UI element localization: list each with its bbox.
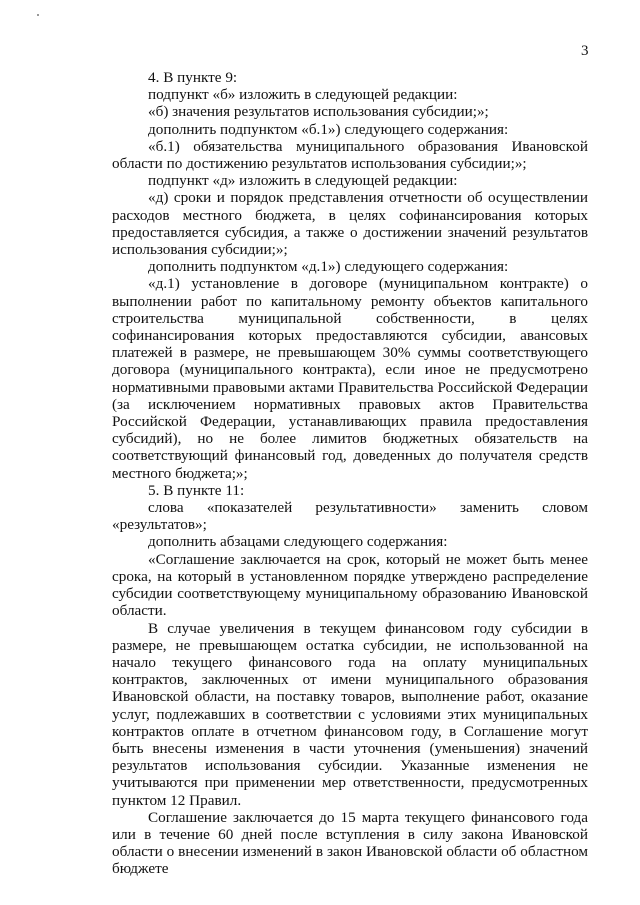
paragraph-subpoint-d-intro: подпункт «д» изложить в следующей редакции:	[148, 172, 458, 190]
page-number: 3	[581, 43, 589, 59]
paragraph-item-5-heading: 5. В пункте 11:	[148, 481, 245, 499]
paragraph-add-abzacy-intro: дополнить абзацами следующего содержания:	[148, 533, 448, 551]
paragraph-subpoint-b-intro: подпункт «б» изложить в следующей редакции:	[148, 86, 458, 104]
paragraph-add-b1-intro: дополнить подпунктом «б.1») следующего содержания:	[148, 120, 509, 138]
scan-speck	[37, 14, 39, 16]
paragraph-agreement-deadline: Соглашение заключается до 15 марта текущего финансового года или в течение 60 дней после вступления в силу закона Ивановской области о внесении изменений в закон Ивановской области об областном бюджете	[112, 808, 588, 878]
paragraph-subpoint-b-text: «б) значения результатов использования субсидии;»;	[148, 103, 489, 121]
paragraph-replace-words: слова «показателей результативности» заменить словом «результатов»;	[112, 499, 588, 534]
paragraph-d1-text: «д.1) установление в договоре (муниципальном контракте) о выполнении работ по капитальному ремонту объектов капитального строительства муниципальной собственности, в целях софинансирования которых предоставляются субсидии, авансовых платежей в размере, не превышающем 30% суммы соответствующего договора (муниципального контракта), если иное не предусмотрено нормативными правовыми актами Правительства Российской Федерации (за исключением нормативных правовых актов Правительства Российской Федерации, устанавливающих правила предоставления субсидий), но не более лимитов бюджетных обязательств на соответствующий финансовый год, доведенных до получателя средств местного бюджета;»;	[112, 275, 588, 482]
paragraph-d-text: «д) сроки и порядок представления отчетности об осуществлении расходов местного бюджета, в целях софинансирования которых предоставляется субсидия, а также о достижении значений результатов использования субсидии;»;	[112, 189, 588, 259]
document-body	[112, 64, 588, 878]
paragraph-subsidy-increase: В случае увеличения в текущем финансовом году субсидии в размере, не превышающем остатка субсидии, не использованной на начало текущего финансового года на оплату муниципальных контрактов, заключенных от имени муниципального образования Ивановской области, на поставку товаров, выполнение работ, оказание услуг, подлежавших в соответствии с условиями этих муниципальных контрактов оплате в отчетном финансовом году, в Соглашение могут быть внесены изменения в части уточнения (уменьшения) значений результатов использования субсидии. Указанные изменения не учитываются при применении мер ответственности, предусмотренных пунктом 12 Правил.	[112, 619, 588, 809]
paragraph-agreement-term: «Соглашение заключается на срок, который не может быть менее срока, на который в установленном порядке утверждено распределение субсидии соответствующему муниципальному образованию Ивановской области.	[112, 550, 588, 620]
paragraph-add-d1-intro: дополнить подпунктом «д.1») следующего содержания:	[148, 258, 509, 276]
paragraph-b1-text: «б.1) обязательства муниципального образования Ивановской области по достижению результатов использования субсидии;»;	[112, 137, 588, 173]
paragraph-item-4-heading: 4. В пункте 9:	[148, 69, 238, 86]
